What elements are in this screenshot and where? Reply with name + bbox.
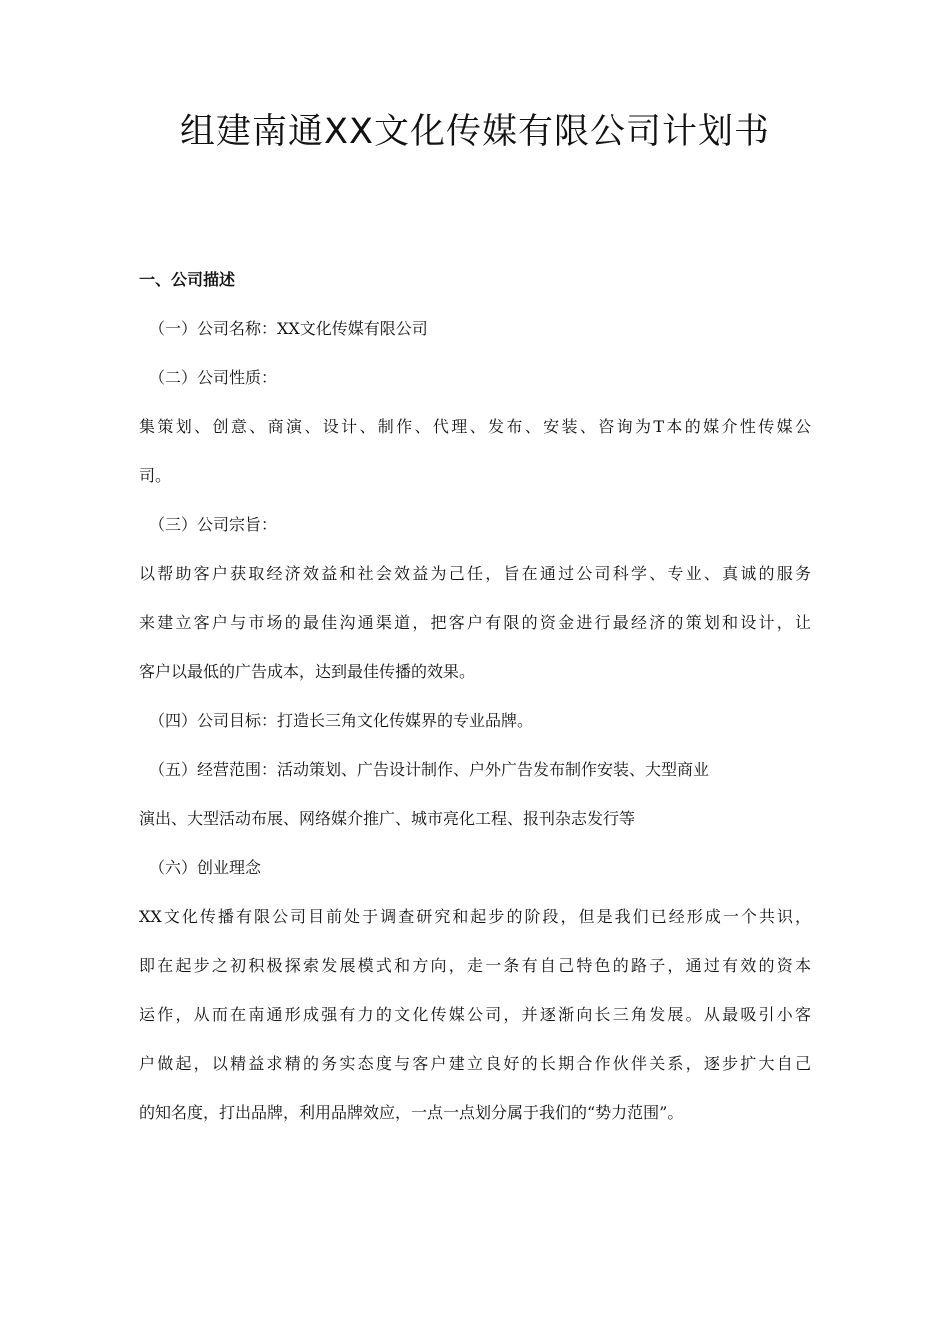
- company-nature-label: （二）公司性质：: [149, 368, 278, 387]
- company-purpose-text-line: 来建立客户与市场的最佳沟通渠道，把客户有限的资金进行最经济的策划和设计，让: [139, 613, 811, 632]
- section-heading: 一、公司描述: [139, 270, 236, 289]
- company-nature-text-line: 集策划、创意、商演、设计、制作、代理、发布、安装、咨询为T本的媒介性传媒公: [139, 417, 811, 436]
- philosophy-text-line: 运作，从而在南通形成强有力的文化传媒公司，并逐渐向长三角发展。从最吸引小客: [139, 1005, 811, 1024]
- business-scope-line: （五）经营范围：活动策划、广告设计制作、户外广告发布制作安装、大型商业: [149, 760, 710, 779]
- company-purpose-text-line: 以帮助客户获取经济效益和社会效益为己任，旨在通过公司科学、专业、真诚的服务: [139, 564, 811, 583]
- company-purpose-label: （三）公司宗旨：: [149, 515, 278, 534]
- company-name-line: （一）公司名称：XX文化传媒有限公司: [149, 319, 428, 338]
- philosophy-text-line: 即在起步之初积极探索发展模式和方向，走一条有自己特色的路子，通过有效的资本: [139, 956, 811, 975]
- philosophy-text-line: XX文化传播有限公司目前处于调查研究和起步的阶段，但是我们已经形成一个共识，: [139, 907, 811, 926]
- philosophy-text-line: 户做起，以精益求精的务实态度与客户建立良好的长期合作伙伴关系，逐步扩大自己: [139, 1054, 811, 1073]
- company-purpose-text-line: 客户以最低的广告成本，达到最佳传播的效果。: [139, 662, 476, 681]
- document-title: 组建南通XX文化传媒有限公司计划书: [180, 112, 770, 152]
- business-scope-line: 演出、大型活动布展、网络媒介推广、城市亮化工程、报刊杂志发行等: [139, 809, 636, 828]
- document-body: [139, 255, 811, 1137]
- company-goal-line: （四）公司目标：打造长三角文化传媒界的专业品牌。: [149, 711, 534, 730]
- philosophy-text-line: 的知名度，打出品牌，利用品牌效应，一点一点划分属于我们的“势力范围”。: [139, 1103, 684, 1122]
- company-nature-text-line: 司。: [139, 466, 172, 485]
- philosophy-label: （六）创业理念: [149, 858, 262, 877]
